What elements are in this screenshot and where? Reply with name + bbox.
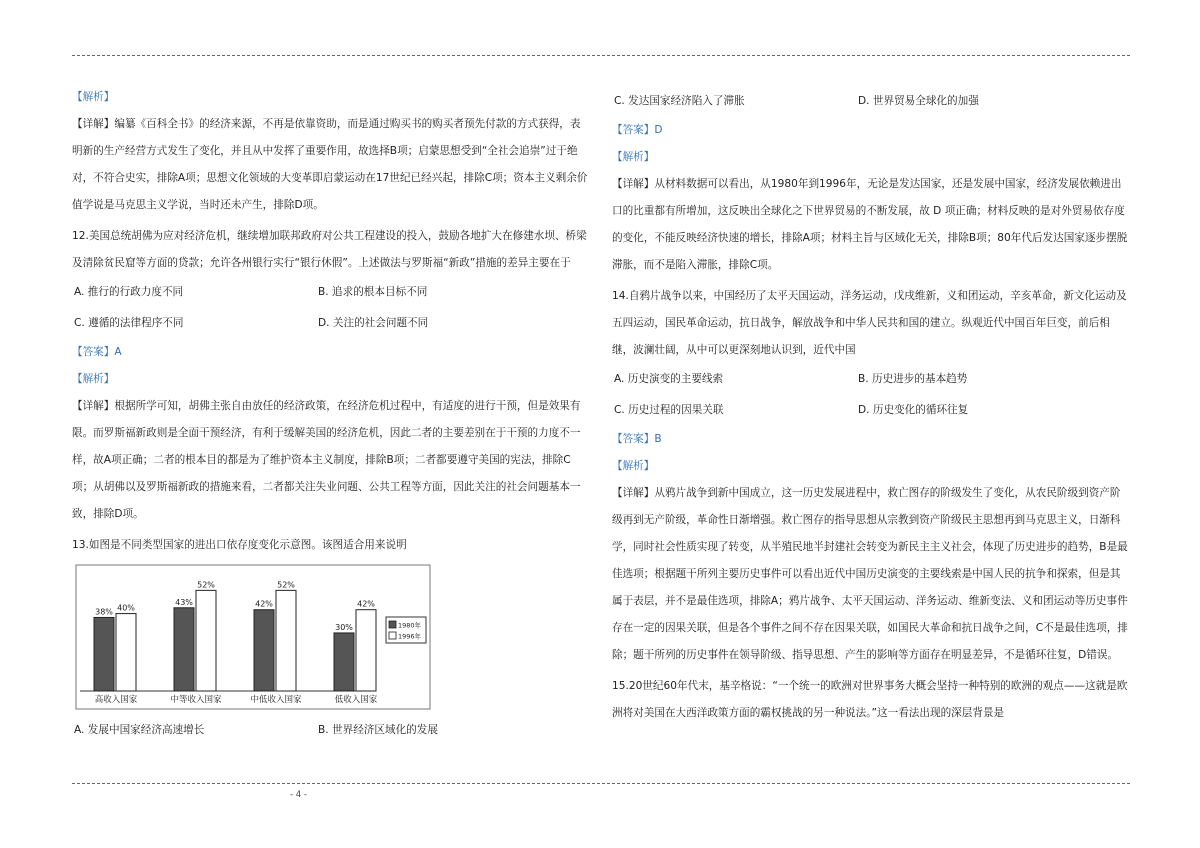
bar-series2-2 [276, 590, 296, 691]
chart-legend [386, 617, 426, 643]
q12-option-c: C. 遵循的法律程序不同 [74, 317, 184, 329]
q14-option-d: D. 历史变化的循环往复 [858, 404, 969, 416]
q12-options-row2 [72, 308, 590, 339]
q12-options-row1 [72, 277, 590, 308]
bar-value-label: 43% [175, 597, 193, 607]
bar-series1-1 [174, 608, 194, 691]
bar-series1-0 [94, 617, 114, 691]
bar-value-label: 40% [117, 603, 135, 613]
legend-swatch [389, 632, 396, 639]
category-label: 低收入国家 [334, 695, 378, 705]
left-column [72, 84, 590, 746]
right-column [612, 86, 1130, 727]
q14-option-b: B. 历史进步的基本趋势 [858, 373, 968, 385]
page-number: - 4 - [290, 790, 307, 800]
bar-series1-3 [334, 633, 354, 691]
q15-stem: 15.20世纪60年代末，基辛格说：“一个统一的欧洲对世界事务大概会坚持一种特别的欧洲的观点——这就是欧洲将对美国在大西洋政策方面的霸权挑战的另一种说法。”这一看法出现的深层背景是 [612, 680, 1128, 719]
analysis-label: 【解析】 [72, 91, 115, 103]
bar-value-label: 52% [277, 580, 295, 590]
q12-option-b: B. 追求的根本目标不同 [318, 286, 428, 298]
category-label: 中等收入国家 [170, 695, 222, 705]
bar-series2-0 [116, 614, 136, 691]
bottom-rule [72, 783, 1130, 784]
q13-detail: 【详解】从材料数据可以看出，从1980年到1996年，无论是发达国家，还是发展中国家，经济发展依赖进出口的比重都有所增加，这反映出全球化之下世界贸易的不断发展，故 D 项正确；材料反映的是对外贸易依存度的变化，不能反映经济快速的增长，排除A项；材料主旨与区域化无关，排除B项；80年代后发达国家逐步摆脱滞胀，而不是陷入滞胀，排除C项。 [612, 178, 1128, 271]
q14-stem: 14.自鸦片战争以来，中国经历了太平天国运动，洋务运动，戊戌维新，义和团运动，辛亥革命，新文化运动及五四运动，国民革命运动，抗日战争，解放战争和中华人民共和国的建立。纵观近代中国百年巨变，前后相继，波澜壮阔，从中可以更深刻地认识到，近代中国 [612, 290, 1127, 356]
category-label: 高收入国家 [94, 695, 138, 705]
bar-value-label: 42% [357, 599, 375, 609]
q12-analysis-label: 【解析】 [72, 373, 115, 385]
bar-series1-2 [254, 610, 274, 691]
bar-value-label: 38% [95, 607, 113, 617]
q14-option-c: C. 历史过程的因果关联 [614, 404, 724, 416]
category-label: 中低收入国家 [250, 695, 302, 705]
bar-series2-3 [356, 610, 376, 691]
q12-option-a: A. 推行的行政力度不同 [74, 286, 184, 298]
bar-value-label: 52% [197, 580, 215, 590]
q14-option-a: A. 历史演变的主要线索 [614, 373, 724, 385]
legend-label: 1996年 [398, 632, 422, 641]
legend-label: 1980年 [398, 621, 422, 630]
legend-swatch [389, 621, 396, 628]
q14-answer: 【答案】B [612, 433, 662, 445]
q14-options-row2 [612, 395, 1130, 426]
bar-series2-1 [196, 590, 216, 691]
top-rule [72, 55, 1130, 56]
q14-detail: 【详解】从鸦片战争到新中国成立，这一历史发展进程中，救亡图存的阶级发生了变化，从农民阶级到资产阶级再到无产阶级，革命性日渐增强。救亡图存的指导思想从宗教到资产阶级民主思想再到马克思主义，日渐科学，同时社会性质实现了转变，从半殖民地半封建社会转变为新民主主义社会，体现了历史进步的趋势，B是最佳选项；根据题干所列主要历史事件可以看出近代中国历史演变的主要线索是中国人民的抗争和探索，但是其属于表层，并不是最佳选项，排除A；鸦片战争、太平天国运动、洋务运动、维新变法、义和团运动等历史事件存在一定的因果关联，但是各个事件之间不存在因果关联，如国民大革命和抗日战争之间，C不是最佳选项，排除；题干所列的历史事件在领导阶级、指导思想、产生的影响等方面存在明显差异，不是循环往复，D错误。 [612, 487, 1128, 661]
q13-analysis-label: 【解析】 [612, 151, 655, 163]
q12-detail: 【详解】根据所学可知，胡佛主张自由放任的经济政策，在经济危机过程中，有适度的进行干预，但是效果有限。而罗斯福新政则是全面干预经济，有利于缓解美国的经济危机，因此二者的主要差别在于干预的力度不一样，故A项正确；二者的根本目的都是为了维护资本主义制度，排除B项；二者都要遵守美国的宪法，排除C项；从胡佛以及罗斯福新政的措施来看，二者都关注失业问题、公共工程等方面，因此关注的社会问题基本一致，排除D项。 [72, 400, 581, 520]
dependency-bar-chart [72, 563, 442, 713]
bar-value-label: 42% [255, 599, 273, 609]
q12-option-d: D. 关注的社会问题不同 [318, 317, 429, 329]
q13-option-c: C. 发达国家经济陷入了滞胀 [614, 95, 745, 107]
q14-analysis-label: 【解析】 [612, 460, 655, 472]
q13-option-b: B. 世界经济区域化的发展 [318, 724, 438, 736]
q13-stem: 13.如图是不同类型国家的进出口依存度变化示意图。该图适合用来说明 [72, 539, 407, 551]
q13-option-a: A. 发展中国家经济高速增长 [74, 724, 205, 736]
q14-options-row1 [612, 364, 1130, 395]
q13-answer: 【答案】D [612, 124, 663, 136]
q11-detail: 【详解】编纂《百科全书》的经济来源，不再是依靠资助，而是通过购买书的购买者预先付款的方式获得，表明新的生产经营方式发生了变化，并且从中发挥了重要作用，故选择B项；启蒙思想受到“全社会追崇”过于绝对，不符合史实，排除A项；思想文化领域的大变革即启蒙运动在17世纪已经兴起，排除C项；资本主义剩余价值学说是马克思主义学说，当时还未产生，排除D项。 [72, 118, 588, 211]
q12-stem: 12.美国总统胡佛为应对经济危机，继续增加联邦政府对公共工程建设的投入，鼓励各地扩大在修建水坝、桥梁及清除贫民窟等方面的贷款；允许各州银行实行“银行休假”。上述做法与罗斯福“新政”措施的差异主要在于 [72, 230, 587, 269]
q13-options-row1 [72, 715, 590, 746]
q12-answer: 【答案】A [72, 346, 122, 358]
bar-value-label: 30% [335, 622, 353, 632]
q13-options-row2 [612, 86, 1130, 117]
q13-option-d: D. 世界贸易全球化的加强 [858, 95, 979, 107]
